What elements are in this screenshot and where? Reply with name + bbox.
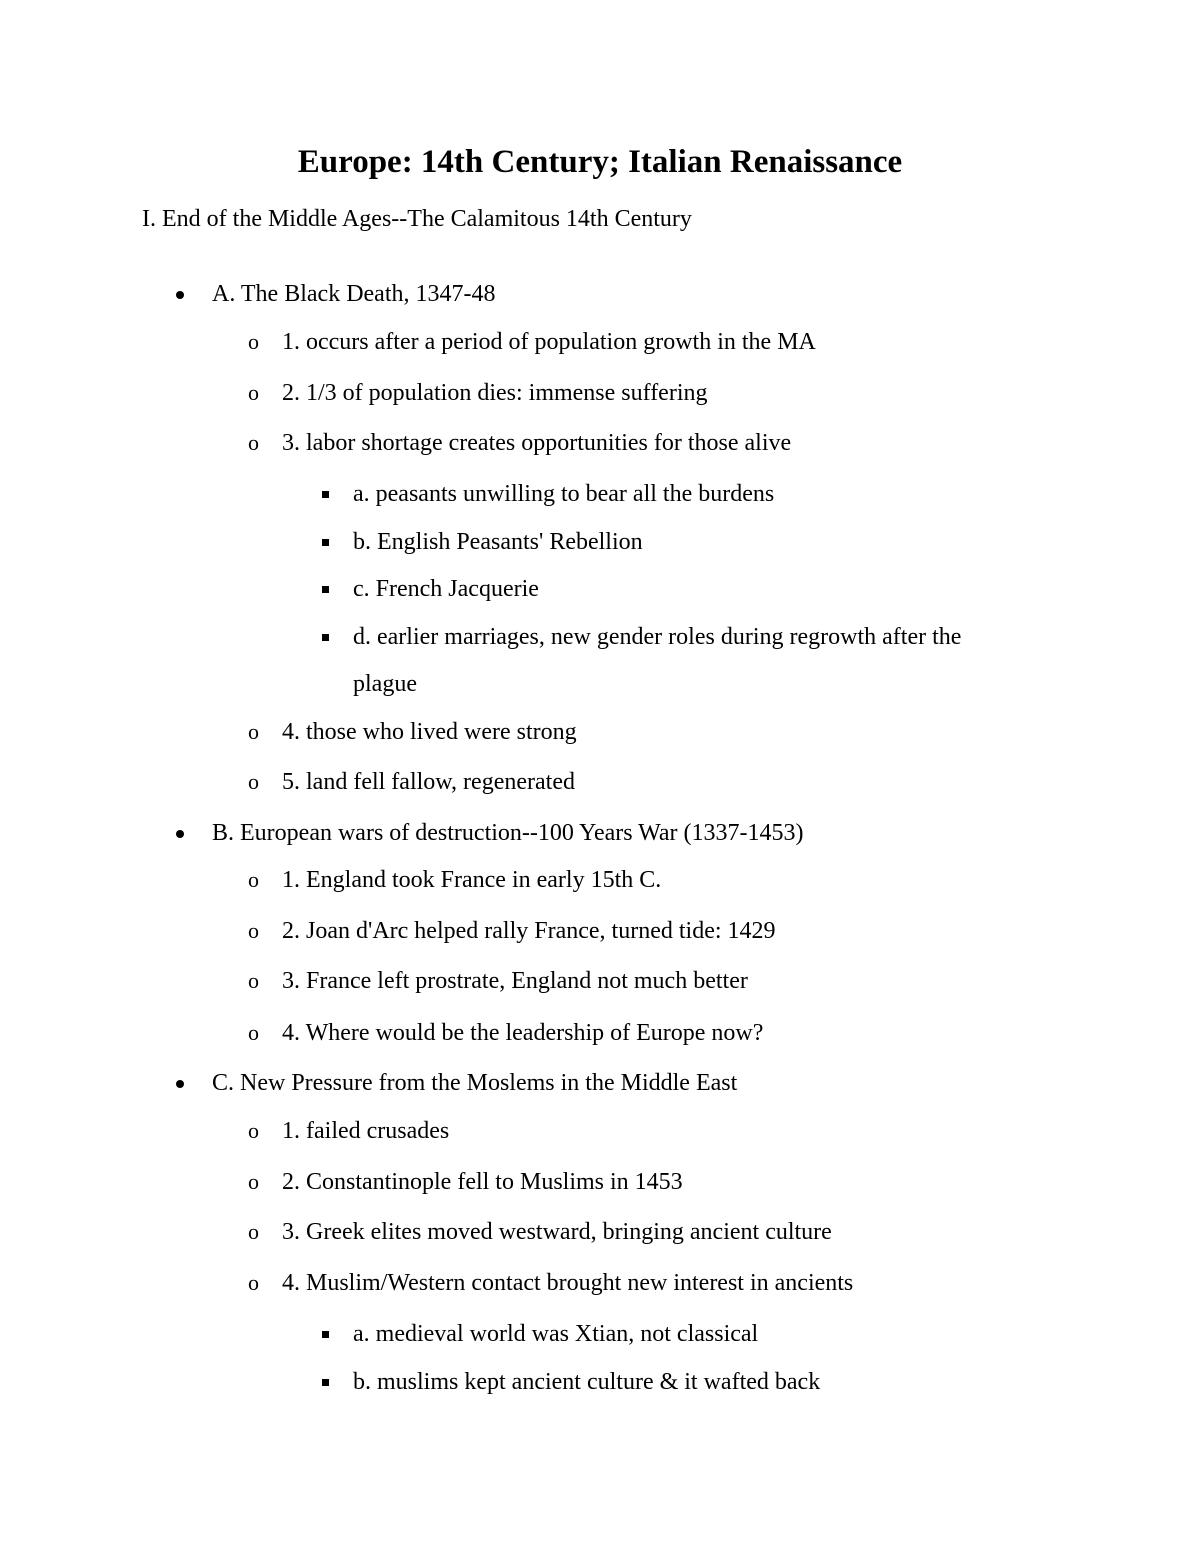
outline-item-continuation: plague [353,671,417,697]
outline-item-level-2 [248,765,575,799]
circle-bullet-icon: o [248,1020,259,1045]
circle-bullet-icon: o [248,1219,259,1244]
outline-item-level-3 [353,477,774,511]
outline-item-text: c. French Jacquerie [353,576,539,602]
circle-bullet-icon: o [248,1118,259,1143]
outline-item-text: A. The Black Death, 1347-48 [212,281,496,307]
page-title: Europe: 14th Century; Italian Renaissance [297,144,903,180]
outline-item-text: 2. Joan d'Arc helped rally France, turned tide: 1429 [282,918,776,944]
outline-item-level-1 [212,1066,737,1100]
circle-bullet-icon: o [248,380,259,405]
outline-item-level-2 [248,914,776,948]
square-bullet-icon [322,572,332,606]
outline-item-level-1 [212,277,496,311]
outline-item-level-3 [353,1365,820,1399]
outline-item-text: C. New Pressure from the Moslems in the Middle East [212,1070,738,1096]
outline-item-level-1 [212,816,804,850]
circle-bullet-icon: o [248,918,259,943]
outline-item-text: 2. 1/3 of population dies: immense suffering [282,380,708,406]
square-bullet-icon [322,1317,332,1351]
section-heading: I. End of the Middle Ages--The Calamitous 14th Century [142,206,692,232]
outline-item-level-3 [353,572,539,606]
circle-bullet-icon: o [248,769,259,794]
outline-item-text: 1. England took France in early 15th C. [282,867,662,893]
outline-item-text: 1. occurs after a period of population growth in the MA [282,329,816,355]
circle-bullet-icon: o [248,430,259,455]
outline-item-level-3 [353,1317,758,1351]
disc-bullet-icon [176,816,186,850]
disc-bullet-icon [176,1066,186,1100]
outline-item-level-2 [248,1215,832,1249]
outline-item-level-2 [248,863,662,897]
outline-item-level-2 [248,715,577,749]
outline-item-level-2 [248,1016,764,1050]
circle-bullet-icon: o [248,329,259,354]
outline-item-level-2 [248,325,816,359]
outline-item-text: 3. France left prostrate, England not much better [282,968,748,994]
outline-item-text: a. peasants unwilling to bear all the burdens [353,481,775,507]
square-bullet-icon [322,525,332,559]
circle-bullet-icon: o [248,867,259,892]
outline-item-text: d. earlier marriages, new gender roles during regrowth after the [353,624,962,650]
outline-item-text: 3. Greek elites moved westward, bringing ancient culture [282,1219,832,1245]
circle-bullet-icon: o [248,719,259,744]
circle-bullet-icon: o [248,968,259,993]
outline-item-text: a. medieval world was Xtian, not classical [353,1321,759,1347]
outline-item-level-3 [353,525,643,559]
outline-item-text: 4. Muslim/Western contact brought new interest in ancients [282,1270,854,1296]
outline-item-text: 5. land fell fallow, regenerated [282,769,575,795]
square-bullet-icon [322,1365,332,1399]
outline-item-level-2 [248,964,748,998]
outline-item-level-2 [248,1114,450,1148]
outline-item-text: 2. Constantinople fell to Muslims in 1453 [282,1169,683,1195]
square-bullet-icon [322,477,332,511]
circle-bullet-icon: o [248,1169,259,1194]
outline-item-text: 1. failed crusades [282,1118,450,1144]
outline-item-level-2 [248,426,792,460]
outline-item-level-2 [248,1165,683,1199]
circle-bullet-icon: o [248,1270,259,1295]
disc-bullet-icon [176,277,186,311]
outline-item-text: 4. those who lived were strong [282,719,577,745]
outline-item-text: b. muslims kept ancient culture & it wafted back [353,1369,821,1395]
outline-item-text: 3. labor shortage creates opportunities for those alive [282,430,792,456]
outline-item-text: B. European wars of destruction--100 Years War (1337-1453) [212,820,804,846]
outline-item-text: b. English Peasants' Rebellion [353,529,643,555]
outline-item-level-3 [353,620,961,654]
square-bullet-icon [322,620,332,654]
outline-item-level-2 [248,376,708,410]
outline-item-text: 4. Where would be the leadership of Europe now? [282,1020,764,1046]
outline-item-level-2 [248,1266,854,1300]
